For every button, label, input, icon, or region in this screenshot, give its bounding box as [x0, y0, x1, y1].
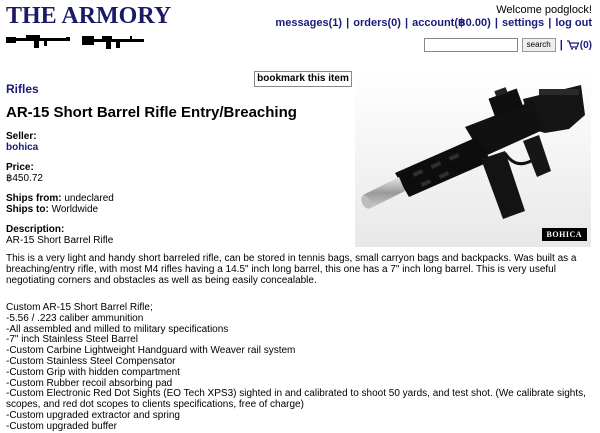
price-section: [6, 162, 43, 184]
seller-section: [6, 131, 38, 153]
nav-messages-link[interactable]: messages(1): [275, 17, 343, 29]
spec-line: -Custom upgraded extractor and spring: [6, 409, 180, 421]
spec-line: Custom AR-15 Short Barrel Rifle;: [6, 302, 153, 313]
ships-to-row: [6, 204, 114, 215]
bookmark-button[interactable]: bookmark this item: [254, 71, 352, 87]
ships-to-label: Ships to:: [6, 204, 49, 215]
rifle-photo: [355, 71, 591, 247]
nav-separator: |: [346, 17, 350, 29]
spec-line: -Custom upgraded buffer: [6, 420, 117, 432]
cart-count: (0): [579, 39, 592, 51]
nav-separator: |: [405, 17, 409, 29]
nav-separator: |: [548, 17, 552, 29]
ships-from-row: [6, 193, 114, 204]
site-logo[interactable]: THE ARMORY: [6, 3, 172, 29]
rifle-logo-icon: [6, 32, 146, 50]
spec-line: -7" inch Stainless Steel Barrel: [6, 334, 138, 346]
search-input[interactable]: [424, 38, 518, 52]
description-paragraph: This is a very light and handy short barreled rifle, can be stored in tennis bags, small carryon bags and backpacks. Was built as a breaching/entry rifle, with most M4 rifles having a 14.5" inch long barrel, this one has a 7" inch long barrel. This is very useful negotiating corners and obstacles as well as being easily concealable.: [6, 253, 577, 286]
search-bar: [424, 38, 592, 52]
top-nav: [275, 16, 592, 29]
nav-settings-link[interactable]: settings: [501, 17, 545, 29]
product-title: AR-15 Short Barrel Rifle Entry/Breaching: [6, 104, 297, 121]
spec-line: -5.56 / .223 caliber ammunition: [6, 312, 144, 324]
spec-line: -All assembled and milled to military specifications: [6, 323, 229, 335]
nav-orders-link[interactable]: orders(0): [353, 17, 401, 29]
seller-link[interactable]: bohica: [6, 142, 39, 153]
spec-line: -Custom Grip with hidden compartment: [6, 366, 180, 378]
description-short: AR-15 Short Barrel Rifle: [6, 235, 114, 246]
description-label: Description:: [6, 224, 65, 235]
ships-from-label: Ships from:: [6, 193, 62, 204]
spec-list: [6, 303, 596, 433]
nav-logout-link[interactable]: log out: [555, 17, 592, 29]
nav-separator: |: [494, 17, 498, 29]
spec-line: -Custom Stainless Steel Compensator: [6, 355, 176, 367]
spec-line: -Custom Carbine Lightweight Handguard with Weaver rail system: [6, 345, 296, 357]
cart-link[interactable]: [567, 40, 592, 51]
product-image: [355, 71, 591, 247]
search-button[interactable]: search: [522, 38, 556, 52]
spec-line: -Custom Electronic Red Dot Sights (EO Tech XPS3) sighted in and calibrated to shoot 50 yards, and test shot. (We calibrate sights, scopes, and red dot scopes to clients specifications, free of charge): [6, 388, 586, 411]
spec-line: -Custom Rubber recoil absorbing pad: [6, 377, 173, 389]
seller-label: Seller:: [6, 131, 37, 142]
nav-account-link[interactable]: account(฿0.00): [412, 17, 491, 29]
description-section: [6, 224, 113, 246]
nav-separator: |: [559, 39, 563, 51]
welcome-message: Welcome podglock!: [496, 4, 592, 16]
cart-icon: [567, 40, 579, 50]
shipping-section: [6, 193, 114, 215]
price-value: ฿450.72: [6, 173, 43, 184]
price-label: Price:: [6, 162, 34, 173]
ships-to-value: Worldwide: [51, 204, 99, 215]
image-watermark: BOHICA: [542, 228, 587, 241]
category-link[interactable]: Rifles: [6, 82, 39, 96]
ships-from-value: undeclared: [64, 193, 114, 204]
